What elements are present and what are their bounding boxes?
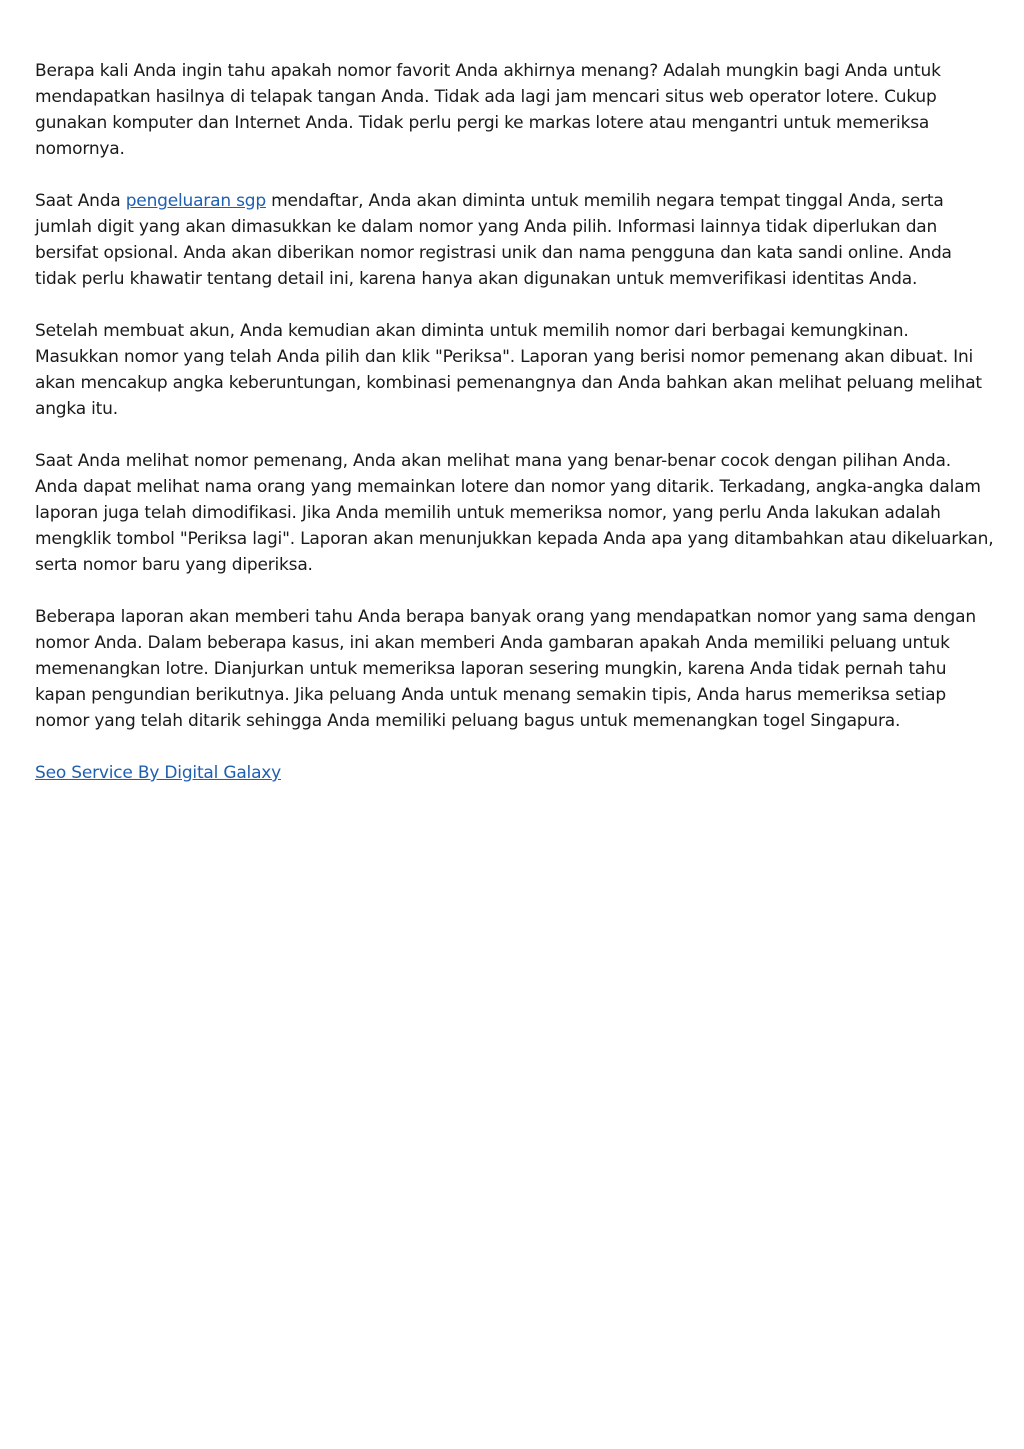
pengeluaran-sgp-link[interactable]: pengeluaran sgp	[125, 191, 266, 211]
paragraph-2-start: Saat Anda	[35, 191, 126, 211]
paragraph-2-rest: mendaftar, Anda akan diminta untuk memilih negara tempat tinggal Anda, serta jumlah digit yang akan dimasukkan ke dalam nomor yang Anda pilih. Informasi lainnya tidak diperlukan dan bersifat opsional. Anda akan diberikan nomor registrasi unik dan nama pengguna dan kata sandi online. Anda tidak perlu khawatir tentang detail ini, karena hanya akan digunakan untuk memverifikasi identitas Anda.	[35, 191, 952, 289]
footer-paragraph	[35, 760, 995, 786]
document-body	[35, 58, 995, 812]
paragraph-3: Setelah membuat akun, Anda kemudian akan diminta untuk memilih nomor dari berbagai kemungkinan. Masukkan nomor yang telah Anda pilih dan klik "Periksa". Laporan yang berisi nomor pemenang akan dibuat. Ini akan mencakup angka keberuntungan, kombinasi pemenangnya dan Anda bahkan akan melihat peluang melihat angka itu.	[35, 321, 982, 419]
seo-service-link[interactable]: Seo Service By Digital Galaxy	[35, 763, 282, 783]
paragraph-4: Saat Anda melihat nomor pemenang, Anda akan melihat mana yang benar-benar cocok dengan pilihan Anda. Anda dapat melihat nama orang yang memainkan lotere dan nomor yang ditarik. Terkadang, angka-angka dalam laporan juga telah dimodifikasi. Jika Anda memilih untuk memeriksa nomor, yang perlu Anda lakukan adalah mengklik tombol "Periksa lagi". Laporan akan menunjukkan kepada Anda apa yang ditambahkan atau dikeluarkan, serta nomor baru yang diperiksa.	[35, 451, 994, 575]
paragraph-5: Beberapa laporan akan memberi tahu Anda berapa banyak orang yang mendapatkan nomor yang sama dengan nomor Anda. Dalam beberapa kasus, ini akan memberi Anda gambaran apakah Anda memiliki peluang untuk memenangkan lotre. Dianjurkan untuk memeriksa laporan sesering mungkin, karena Anda tidak pernah tahu kapan pengundian berikutnya. Jika peluang Anda untuk menang semakin tipis, Anda harus memeriksa setiap nomor yang telah ditarik sehingga Anda memiliki peluang bagus untuk memenangkan togel Singapura.	[35, 607, 976, 731]
paragraph-1: Berapa kali Anda ingin tahu apakah nomor favorit Anda akhirnya menang? Adalah mungkin bagi Anda untuk mendapatkan hasilnya di telapak tangan Anda. Tidak ada lagi jam mencari situs web operator lotere. Cukup gunakan komputer dan Internet Anda. Tidak perlu pergi ke markas lotere atau mengantri untuk memeriksa nomornya.	[35, 61, 941, 159]
paragraph-2	[35, 188, 995, 292]
